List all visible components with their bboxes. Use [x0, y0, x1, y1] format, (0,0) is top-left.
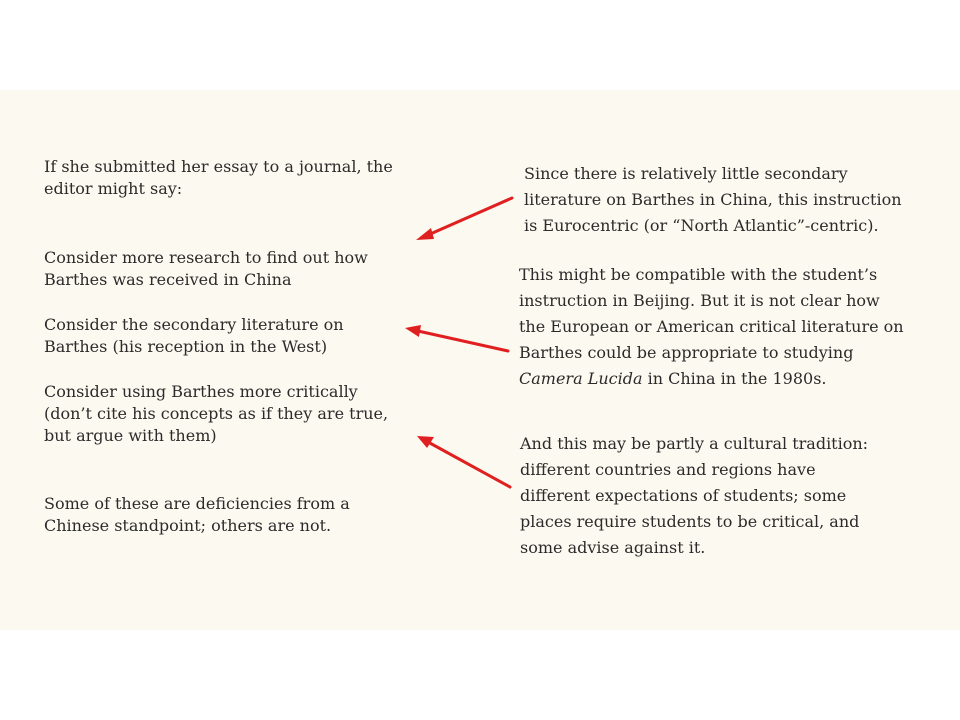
note-eurocentric: Since there is relatively little secondary literature on Barthes in China, this instruction is Eurocentric (or “North Atlantic”-centric).: [524, 164, 902, 235]
conclusion-text: Some of these are deficiencies from a Chinese standpoint; others are not.: [44, 494, 350, 535]
note-compatibility: [519, 262, 904, 392]
note-compatibility-line-4: Barthes could be appropriate to studying: [519, 343, 854, 362]
intro-text: If she submitted her essay to a journal, the editor might say:: [44, 157, 393, 198]
note-compatibility-line-3: the European or American critical literature on: [519, 317, 904, 336]
note-cultural-tradition: And this may be partly a cultural tradition: different countries and regions have different expectations of students; some places require students to be critical, and some advise against it.: [520, 434, 869, 557]
note-compatibility-line-1: This might be compatible with the student’s: [519, 265, 878, 284]
note-compatibility-line-5: [519, 366, 904, 392]
note-compatibility-tail: in China in the 1980s.: [642, 369, 827, 388]
camera-lucida-title: Camera Lucida: [519, 369, 643, 388]
point-critical-use: Consider using Barthes more critically (don’t cite his concepts as if they are true, but argue with them): [44, 382, 389, 445]
point-research-china: Consider more research to find out how Barthes was received in China: [44, 248, 368, 289]
point-secondary-literature: Consider the secondary literature on Barthes (his reception in the West): [44, 315, 344, 356]
note-compatibility-line-2: instruction in Beijing. But it is not clear how: [519, 291, 880, 310]
